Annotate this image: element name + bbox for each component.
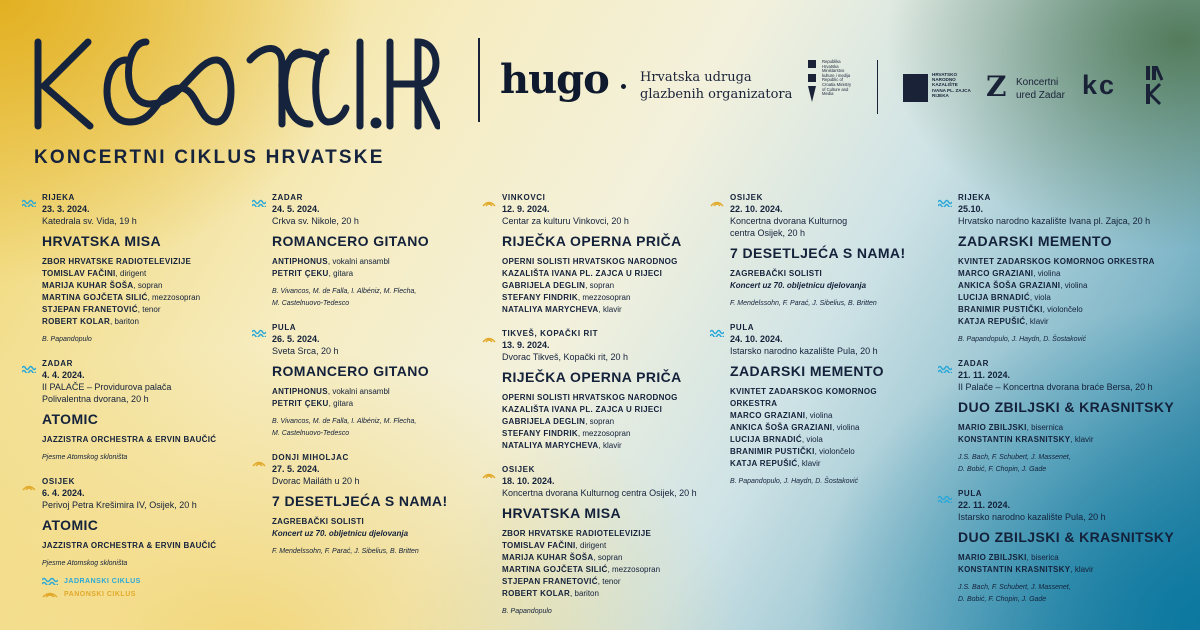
legend-adriatic [42,575,141,588]
composer-line: B. Papandopulo, J. Haydn, D. Šostaković [958,336,1087,343]
performer-name: ANKICA ŠOŠA GRAZIANI [958,281,1061,290]
event-city: TIKVEŠ, KOPAČKI RIT [502,329,599,338]
performer-name: PETRIT ÇEKU [272,269,329,278]
adriatic-wave-icon [42,577,58,587]
performer-name: ANTIPHONUS [272,387,328,396]
composers [502,606,697,618]
performer-name: KATJA REPUŠIĆ [958,317,1026,326]
event-header [482,192,697,227]
performer-line [502,304,697,316]
performer-line [958,564,1178,576]
performer-line [272,528,467,540]
zadar-line2: ured Zadar [1016,90,1065,101]
event-header [252,322,467,357]
koncertni-ured-zadar-logo: Z [986,70,1007,103]
performer-name: KAZALIŠTA IVANA PL. ZAJCA U RIJECI [502,269,663,278]
event-title: 7 DESETLJEĆA S NAMA! [272,493,448,509]
composer-line: Pjesme Atomskog skloništa [42,560,128,567]
event-venue: Koncertna dvorana Kulturnog centra Osijek, 20 h [502,488,697,498]
performer-line [958,422,1178,434]
composer-line: B. Papandopulo, J. Haydn, D. Šostaković [730,478,859,485]
event-header [482,464,697,499]
performer-name: TOMISLAV FAČINI [42,269,116,278]
performer-role: , sopran [593,553,623,562]
event-header [482,328,697,363]
performer-role: , dirigent [115,269,147,278]
event-venue: centra Osijek, 20 h [730,228,806,238]
column-2 [252,192,467,570]
partner-divider [877,60,878,114]
event-venue: Polivalentna dvorana, 20 h [42,394,149,404]
composer-line: B. Vivancos, M. de Falla, I. Albéniz, M. Flecha, [272,288,417,295]
performer-role: , bariton [110,317,139,326]
performer-name: MARIO ZBILJSKI [958,553,1027,562]
event-city: OSIJEK [730,193,763,202]
performer-role: , sopran [133,281,163,290]
event-date: 4. 4. 2024. [42,370,85,380]
performer-line [958,280,1178,292]
event-title: ZADARSKI MEMENTO [958,233,1112,249]
performer-line [730,422,925,434]
performer-line [730,410,925,422]
performer-line [42,268,237,280]
performer-line [42,256,237,268]
performer-line [272,398,467,410]
performer-role: , sopran [585,417,615,426]
event-city: VINKOVCI [502,193,546,202]
event-venue: Koncertna dvorana Kulturnog [730,216,848,226]
column-1 [22,192,237,582]
event-venue: Centar za kulturu Vinkovci, 20 h [502,216,629,226]
pannonian-field-icon [252,454,266,472]
hugo-logo: hugo [500,56,609,103]
performer-name: BRANIMIR PUSTIČKI [958,305,1043,314]
performer-name: MARIJA KUHAR ŠOŠA [42,281,134,290]
performer-role: , bariton [570,589,599,598]
event-header [22,358,237,405]
performer-line [272,256,467,268]
composer-line: D. Bobić, F. Chopin, J. Gade [958,596,1047,603]
event-card [938,488,1178,606]
performer-line [502,392,697,404]
performer-line [42,434,237,446]
performer-line [730,434,925,446]
event-header [710,322,925,357]
performer-line [502,256,697,268]
performer-role: , viola [801,435,823,444]
adriatic-wave-icon [22,360,36,378]
event-venue: II PALAČE – Providurova palača [42,382,172,392]
performer-name: MARCO GRAZIANI [958,269,1034,278]
performer-line [42,316,237,328]
adriatic-wave-icon [22,194,36,212]
event-card [22,476,237,570]
event-title: 7 DESETLJEĆA S NAMA! [730,245,906,261]
performer-line [502,564,697,576]
event-date: 27. 5. 2024. [272,464,320,474]
event-date: 24. 10. 2024. [730,334,783,344]
logo-subtitle: KONCERTNI CIKLUS HRVATSKE [34,147,385,168]
adriatic-wave-icon [938,490,952,508]
cycle-legend [42,575,141,601]
performer-line [502,540,697,552]
performer-name: OPERNI SOLISTI HRVATSKOG NARODNOG [502,393,678,402]
performer-name: ZBOR HRVATSKE RADIOTELEVIZIJE [42,257,192,266]
event-card [938,358,1178,476]
event-card [22,358,237,464]
event-city: PULA [958,489,983,498]
event-city: ZADAR [958,359,989,368]
composers [730,298,925,310]
performer-line [502,428,697,440]
performer-role: , klavir [1070,565,1094,574]
performer-line [502,404,697,416]
composers [272,286,467,310]
composer-line: B. Papandopulo [502,608,552,615]
performer-name: KVINTET ZADARSKOG KOMORNOG ORKESTRA [958,257,1155,266]
composers [272,416,467,440]
event-title: DUO ZBILJSKI & KRASNITSKY [958,399,1175,415]
ministry-logo [806,60,820,109]
performer-name: JAZZISTRA ORCHESTRA & ERVIN BAUČIĆ [42,435,217,444]
ministry-text: Republika Hrvatska Ministarstvo kulture i medija Republic of Croatia Ministry of Culture and Media [822,59,852,97]
performer-line [42,540,237,552]
performer-line [502,576,697,588]
performer-name: MARIO ZBILJSKI [958,423,1027,432]
performer-line [958,292,1178,304]
event-venue: Crkva sv. Nikole, 20 h [272,216,359,226]
performer-name: GABRIJELA DEGLIN [502,417,586,426]
hnk-text: HRVATSKO NARODNO KAZALIŠTE IVANA PL. ZAJCA RIJEKA [932,72,971,98]
performer-name: BRANIMIR PUSTIČKI [730,447,815,456]
event-header [252,192,467,227]
performer-role: , klavir [797,459,821,468]
event-date: 21. 11. 2024. [958,370,1011,380]
performer-name: ZAGREBAČKI SOLISTI [730,269,823,278]
performer-line [502,588,697,600]
adriatic-wave-icon [252,324,266,342]
event-city: PULA [272,323,297,332]
performer-line [958,268,1178,280]
event-header [22,192,237,227]
event-title: ZADARSKI MEMENTO [730,363,884,379]
performer-name: LUCIJA BRNADIĆ [730,435,802,444]
performer-line [730,446,925,458]
column-5 [938,192,1178,618]
legend-adriatic-label: JADRANSKI CIKLUS [64,578,141,585]
event-venue: Istarsko narodno kazalište Pula, 20 h [958,512,1106,522]
pannonian-field-icon [42,590,58,600]
composer-line: B. Vivancos, M. de Falla, I. Albéniz, M. Flecha, [272,418,417,425]
performer-name: STEFANY FINDRIK [502,429,578,438]
event-card [710,322,925,488]
hugo-dot [621,84,626,89]
performer-name: LUCIJA BRNADIĆ [958,293,1030,302]
performer-role: , mezzosopran [607,565,661,574]
composers [42,558,237,570]
composers [730,476,925,488]
performer-role: , violina [805,411,833,420]
event-date: 6. 4. 2024. [42,488,85,498]
pannonian-field-icon [22,478,36,496]
koncertni-ured-zadar-text [1016,76,1065,102]
header-divider [478,38,480,122]
performer-role: , mezzosopran [577,293,631,302]
event-title: ROMANCERO GITANO [272,233,430,249]
performer-line [502,268,697,280]
composer-line: J.S. Bach, F. Schubert, J. Massenet, [958,454,1071,461]
performer-role: , vokalni ansambl [327,257,390,266]
performer-line [42,292,237,304]
event-date: 22. 10. 2024. [730,204,783,214]
event-date: 24. 5. 2024. [272,204,320,214]
performer-line [42,280,237,292]
performer-role: , gitara [328,269,354,278]
performer-name: NATALIYA MARYCHEVA [502,305,599,314]
performer-name: ZBOR HRVATSKE RADIOTELEVIZIJE [502,529,652,538]
event-date: 13. 9. 2024. [502,340,550,350]
performer-line [502,292,697,304]
event-title: DUO ZBILJSKI & KRASNITSKY [958,529,1175,545]
composers [42,334,237,346]
performer-name: KONSTANTIN KRASNITSKY [958,565,1071,574]
association-line1: Hrvatska udruga [640,70,752,85]
performer-role: , biserica [1026,553,1059,562]
performer-name: MARTINA GOJČETA SILIĆ [502,565,608,574]
performer-name: ZAGREBAČKI SOLISTI [272,517,365,526]
performer-role: Koncert uz 70. obljetnicu djelovanja [730,281,867,290]
event-date: 23. 3. 2024. [42,204,90,214]
performer-line [502,440,697,452]
column-3 [482,192,697,630]
event-title: ATOMIC [42,517,99,533]
performer-role: , vokalni ansambl [327,387,390,396]
konci-logo [30,30,440,140]
event-header [938,488,1178,523]
event-header [22,476,237,511]
performer-name: KATJA REPUŠIĆ [730,459,798,468]
composers [958,452,1178,476]
event-card [482,328,697,452]
performer-role: , sopran [585,281,615,290]
performer-name: PETRIT ÇEKU [272,399,329,408]
performer-name: STJEPAN FRANETOVIĆ [502,577,598,586]
event-date: 26. 5. 2024. [272,334,320,344]
performer-role: , gitara [328,399,354,408]
event-venue: II Palače – Koncertna dvorana braće Bersa, 20 h [958,382,1153,392]
performer-role: , klavir [598,305,622,314]
event-header [938,192,1178,227]
event-date: 18. 10. 2024. [502,476,555,486]
event-date: 22. 11. 2024. [958,500,1011,510]
performer-name: ROBERT KOLAR [42,317,111,326]
composers [958,582,1178,606]
event-city: OSIJEK [502,465,535,474]
pannonian-field-icon [482,466,496,484]
performer-role: , tenor [137,305,161,314]
composer-line: M. Castelnuovo-Tedesco [272,430,350,437]
adriatic-wave-icon [252,194,266,212]
event-title: HRVATSKA MISA [502,505,622,521]
performer-line [502,416,697,428]
performer-name: STJEPAN FRANETOVIĆ [42,305,138,314]
event-venue: Istarsko narodno kazalište Pula, 20 h [730,346,878,356]
performer-name: ANTIPHONUS [272,257,328,266]
performer-name: ROBERT KOLAR [502,589,571,598]
performer-line [730,458,925,470]
event-card [252,192,467,310]
performer-line [958,316,1178,328]
performer-role: , mezzosopran [577,429,631,438]
event-card [710,192,925,310]
performer-role: , klavir [598,441,622,450]
performer-line [272,268,467,280]
event-title: ATOMIC [42,411,99,427]
event-card [22,192,237,346]
event-header [938,358,1178,393]
event-city: OSIJEK [42,477,75,486]
event-card [482,464,697,618]
performer-role: , dirigent [575,541,607,550]
performer-role: , mezzosopran [147,293,201,302]
event-header [710,192,925,239]
performer-line [958,434,1178,446]
event-card [252,452,467,558]
performer-line [502,528,697,540]
hnk-logo [903,74,928,102]
performer-name: TOMISLAV FAČINI [502,541,576,550]
association-line2: glazbenih organizatora [640,87,793,102]
ink-logo [1146,66,1164,111]
performer-name: KAZALIŠTA IVANA PL. ZAJCA U RIJECI [502,405,663,414]
composer-line: J.S. Bach, F. Schubert, J. Massenet, [958,584,1071,591]
performer-role: , tenor [597,577,621,586]
performer-role: , viola [1029,293,1051,302]
performer-line [958,552,1178,564]
event-city: ZADAR [42,359,73,368]
event-venue: Sveta Srca, 20 h [272,346,339,356]
performer-role: , violončelo [814,447,855,456]
event-venue: Katedrala sv. Vida, 19 h [42,216,137,226]
event-venue: Hrvatsko narodno kazalište Ivana pl. Zajca, 20 h [958,216,1151,226]
event-card [252,322,467,440]
performer-line [272,516,467,528]
event-city: PULA [730,323,755,332]
event-venue: Dvorac Tikveš, Kopački rit, 20 h [502,352,629,362]
composers [42,452,237,464]
event-venue: Dvorac Mailáth u 20 h [272,476,360,486]
performer-role: , klavir [1025,317,1049,326]
performer-name: NATALIYA MARYCHEVA [502,441,599,450]
performer-name: JAZZISTRA ORCHESTRA & ERVIN BAUČIĆ [42,541,217,550]
event-date: 25.10. [958,204,984,214]
performer-name: GABRIJELA DEGLIN [502,281,586,290]
event-title: HRVATSKA MISA [42,233,162,249]
performer-line [958,304,1178,316]
performer-role: , klavir [1070,435,1094,444]
performer-role: Koncert uz 70. obljetnicu djelovanja [272,529,409,538]
zadar-line1: Koncertni [1016,77,1059,88]
composers [958,334,1178,346]
adriatic-wave-icon [938,360,952,378]
performer-role: , violina [832,423,860,432]
event-date: 12. 9. 2024. [502,204,550,214]
performer-role: , violina [1033,269,1061,278]
event-card [938,192,1178,346]
adriatic-wave-icon [938,194,952,212]
event-venue: Perivoj Petra Krešimira IV, Osijek, 20 h [42,500,197,510]
pannonian-field-icon [482,194,496,212]
performer-name: OPERNI SOLISTI HRVATSKOG NARODNOG [502,257,678,266]
legend-pannonian [42,588,141,601]
performer-name: MARCO GRAZIANI [730,411,806,420]
performer-line [272,386,467,398]
performer-name: STEFANY FINDRIK [502,293,578,302]
kc-logo: kc [1082,70,1117,100]
composer-line: M. Castelnuovo-Tedesco [272,300,350,307]
composer-line: F. Mendelssohn, F. Parać, J. Sibelius, B. Britten [272,548,419,555]
association-name [640,69,792,103]
performer-line [502,280,697,292]
performer-line [502,552,697,564]
event-title: ROMANCERO GITANO [272,363,430,379]
event-city: RIJEKA [42,193,75,202]
performer-role: , bisernica [1026,423,1064,432]
performer-name: KVINTET ZADARSKOG KOMORNOG ORKESTRA [730,387,877,408]
performer-line [730,386,925,410]
legend-pannonian-label: PANONSKI CIKLUS [64,591,136,598]
column-4 [710,192,925,500]
performer-name: MARTINA GOJČETA SILIĆ [42,293,148,302]
performer-line [42,304,237,316]
performer-line [730,280,925,292]
composer-line: F. Mendelssohn, F. Parać, J. Sibelius, B. Britten [730,300,877,307]
composer-line: D. Bobić, F. Chopin, J. Gade [958,466,1047,473]
composer-line: B. Papandopulo [42,336,92,343]
performer-line [958,256,1178,268]
event-city: DONJI MIHOLJAC [272,453,349,462]
pannonian-field-icon [710,194,724,212]
performer-name: KONSTANTIN KRASNITSKY [958,435,1071,444]
event-city: RIJEKA [958,193,991,202]
event-title: RIJEČKA OPERNA PRIČA [502,369,682,385]
event-header [252,452,467,487]
adriatic-wave-icon [710,324,724,342]
pannonian-field-icon [482,330,496,348]
performer-line [730,268,925,280]
event-title: RIJEČKA OPERNA PRIČA [502,233,682,249]
event-card [482,192,697,316]
composer-line: Pjesme Atomskog skloništa [42,454,128,461]
composers [272,546,467,558]
performer-name: ANKICA ŠOŠA GRAZIANI [730,423,833,432]
performer-name: MARIJA KUHAR ŠOŠA [502,553,594,562]
performer-role: , violončelo [1042,305,1083,314]
event-city: ZADAR [272,193,303,202]
performer-role: , violina [1060,281,1088,290]
